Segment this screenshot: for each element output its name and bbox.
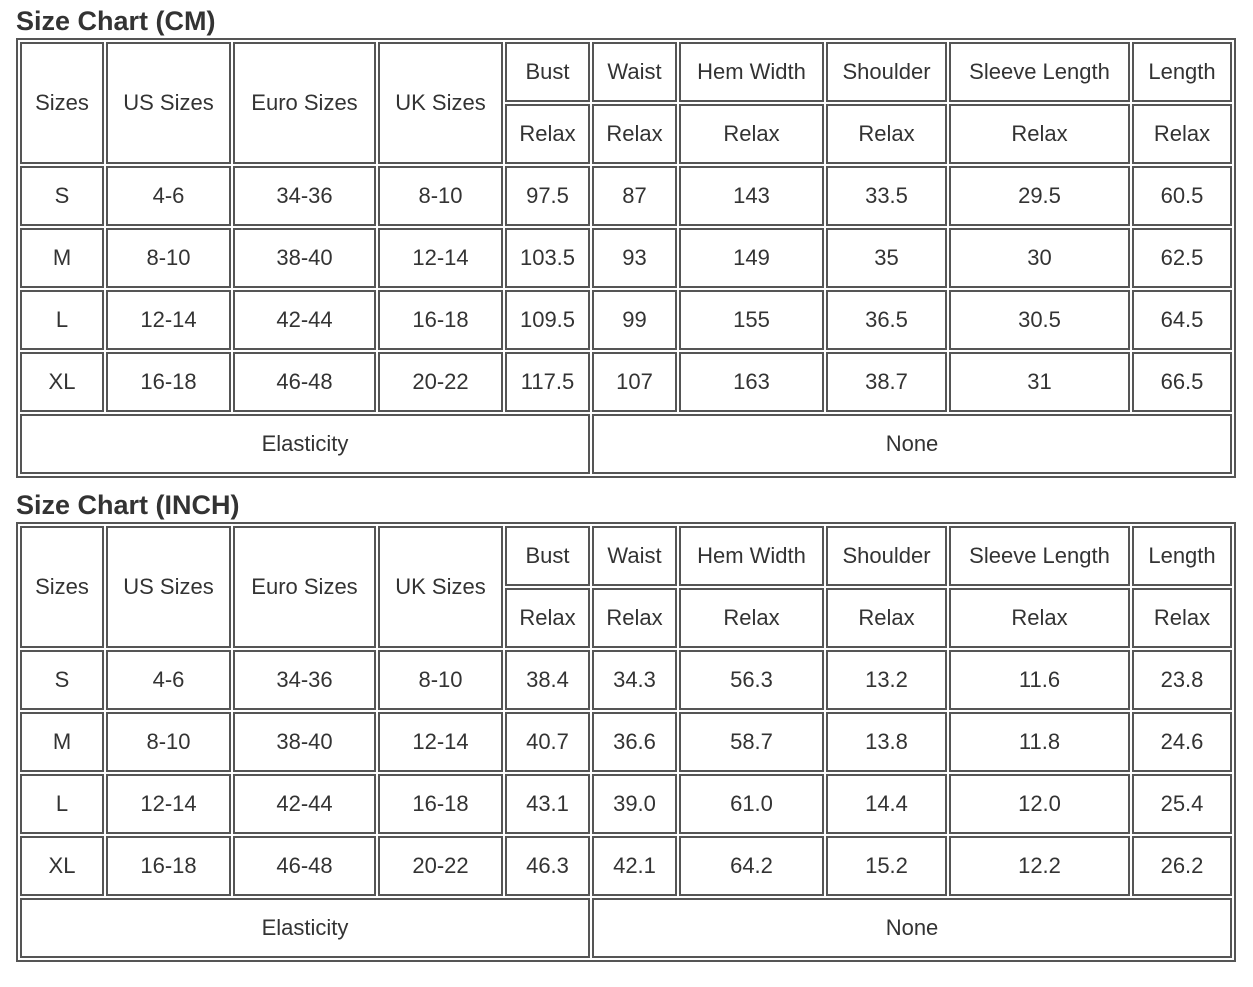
table-cell: 38.7 [826,352,947,412]
table-cell: L [20,290,104,350]
table-cell: 16-18 [378,290,503,350]
measure-header: Sleeve Length [949,526,1130,586]
fit-type-label: Relax [949,588,1130,648]
table-cell: 16-18 [106,836,231,896]
table-cell: XL [20,352,104,412]
table-cell: 23.8 [1132,650,1232,710]
fit-type-label: Relax [1132,104,1232,164]
size-chart-cm-title: Size Chart (CM) [16,6,216,36]
table-cell: 107 [592,352,677,412]
table-cell: 12-14 [106,774,231,834]
table-cell: S [20,166,104,226]
table-cell: 15.2 [826,836,947,896]
table-cell: 40.7 [505,712,590,772]
table-cell: 143 [679,166,824,226]
table-cell: 64.2 [679,836,824,896]
table-cell: M [20,228,104,288]
measure-header: Hem Width [679,42,824,102]
table-cell: 12-14 [378,712,503,772]
table-cell: 46-48 [233,352,376,412]
table-row [20,166,1232,226]
table-cell: M [20,712,104,772]
table-cell: 12.2 [949,836,1130,896]
table-cell: 117.5 [505,352,590,412]
table-cell: XL [20,836,104,896]
table-cell: 11.8 [949,712,1130,772]
table-cell: 4-6 [106,166,231,226]
table-cell: 4-6 [106,650,231,710]
fit-type-label: Relax [1132,588,1232,648]
header-row [20,526,1232,586]
table-cell: 109.5 [505,290,590,350]
table-cell: 8-10 [106,228,231,288]
table-cell: 155 [679,290,824,350]
measure-header: Waist [592,526,677,586]
table-cell: 13.2 [826,650,947,710]
fit-type-label: Relax [592,588,677,648]
table-cell: 34-36 [233,650,376,710]
table-cell: 149 [679,228,824,288]
table-cell: 11.6 [949,650,1130,710]
column-header: UK Sizes [378,42,503,164]
table-row [20,290,1232,350]
measure-header: Sleeve Length [949,42,1130,102]
table-row [20,836,1232,896]
elasticity-row [20,898,1232,958]
table-cell: 34-36 [233,166,376,226]
table-cell: 20-22 [378,836,503,896]
elasticity-value: None [592,414,1232,474]
table-cell: 60.5 [1132,166,1232,226]
table-cell: 62.5 [1132,228,1232,288]
table-cell: 31 [949,352,1130,412]
table-cell: 25.4 [1132,774,1232,834]
measure-header: Waist [592,42,677,102]
table-row [20,774,1232,834]
table-cell: 66.5 [1132,352,1232,412]
table-cell: 42-44 [233,774,376,834]
table-cell: 8-10 [378,650,503,710]
table-cell: 26.2 [1132,836,1232,896]
table-cell: 30.5 [949,290,1130,350]
table-cell: 34.3 [592,650,677,710]
elasticity-label: Elasticity [20,898,590,958]
table-cell: 8-10 [106,712,231,772]
measure-header: Length [1132,526,1232,586]
table-cell: 64.5 [1132,290,1232,350]
table-cell: 8-10 [378,166,503,226]
elasticity-value: None [592,898,1232,958]
table-cell: 36.5 [826,290,947,350]
table-cell: 35 [826,228,947,288]
table-cell: 13.8 [826,712,947,772]
header-row [20,42,1232,102]
table-cell: 39.0 [592,774,677,834]
size-chart-inch-title: Size Chart (INCH) [16,490,240,520]
elasticity-row [20,414,1232,474]
table-cell: 38.4 [505,650,590,710]
table-cell: 43.1 [505,774,590,834]
measure-header: Hem Width [679,526,824,586]
table-cell: 97.5 [505,166,590,226]
table-cell: 46.3 [505,836,590,896]
size-chart-inch-table [16,522,1236,962]
fit-type-label: Relax [949,104,1130,164]
table-cell: 93 [592,228,677,288]
column-header: Euro Sizes [233,526,376,648]
table-cell: 99 [592,290,677,350]
table-cell: 38-40 [233,228,376,288]
table-cell: 33.5 [826,166,947,226]
fit-type-label: Relax [826,588,947,648]
table-cell: 42.1 [592,836,677,896]
table-row [20,712,1232,772]
table-cell: 87 [592,166,677,226]
table-cell: 56.3 [679,650,824,710]
column-header: Sizes [20,42,104,164]
table-cell: 42-44 [233,290,376,350]
table-cell: L [20,774,104,834]
table-cell: 24.6 [1132,712,1232,772]
fit-type-label: Relax [505,588,590,648]
measure-header: Shoulder [826,42,947,102]
table-cell: S [20,650,104,710]
table-cell: 58.7 [679,712,824,772]
fit-type-label: Relax [592,104,677,164]
fit-type-label: Relax [505,104,590,164]
table-cell: 14.4 [826,774,947,834]
table-row [20,650,1232,710]
table-cell: 30 [949,228,1130,288]
table-cell: 12-14 [378,228,503,288]
column-header: Sizes [20,526,104,648]
table-cell: 29.5 [949,166,1130,226]
measure-header: Shoulder [826,526,947,586]
fit-type-label: Relax [679,104,824,164]
fit-type-label: Relax [679,588,824,648]
column-header: Euro Sizes [233,42,376,164]
measure-header: Length [1132,42,1232,102]
column-header: UK Sizes [378,526,503,648]
table-cell: 36.6 [592,712,677,772]
column-header: US Sizes [106,42,231,164]
measure-header: Bust [505,42,590,102]
table-cell: 16-18 [106,352,231,412]
table-cell: 61.0 [679,774,824,834]
table-cell: 12-14 [106,290,231,350]
table-cell: 20-22 [378,352,503,412]
elasticity-label: Elasticity [20,414,590,474]
table-cell: 38-40 [233,712,376,772]
table-cell: 46-48 [233,836,376,896]
size-chart-cm-table [16,38,1236,478]
column-header: US Sizes [106,526,231,648]
table-cell: 103.5 [505,228,590,288]
table-cell: 12.0 [949,774,1130,834]
measure-header: Bust [505,526,590,586]
table-cell: 16-18 [378,774,503,834]
table-cell: 163 [679,352,824,412]
table-row [20,352,1232,412]
table-row [20,228,1232,288]
fit-type-label: Relax [826,104,947,164]
